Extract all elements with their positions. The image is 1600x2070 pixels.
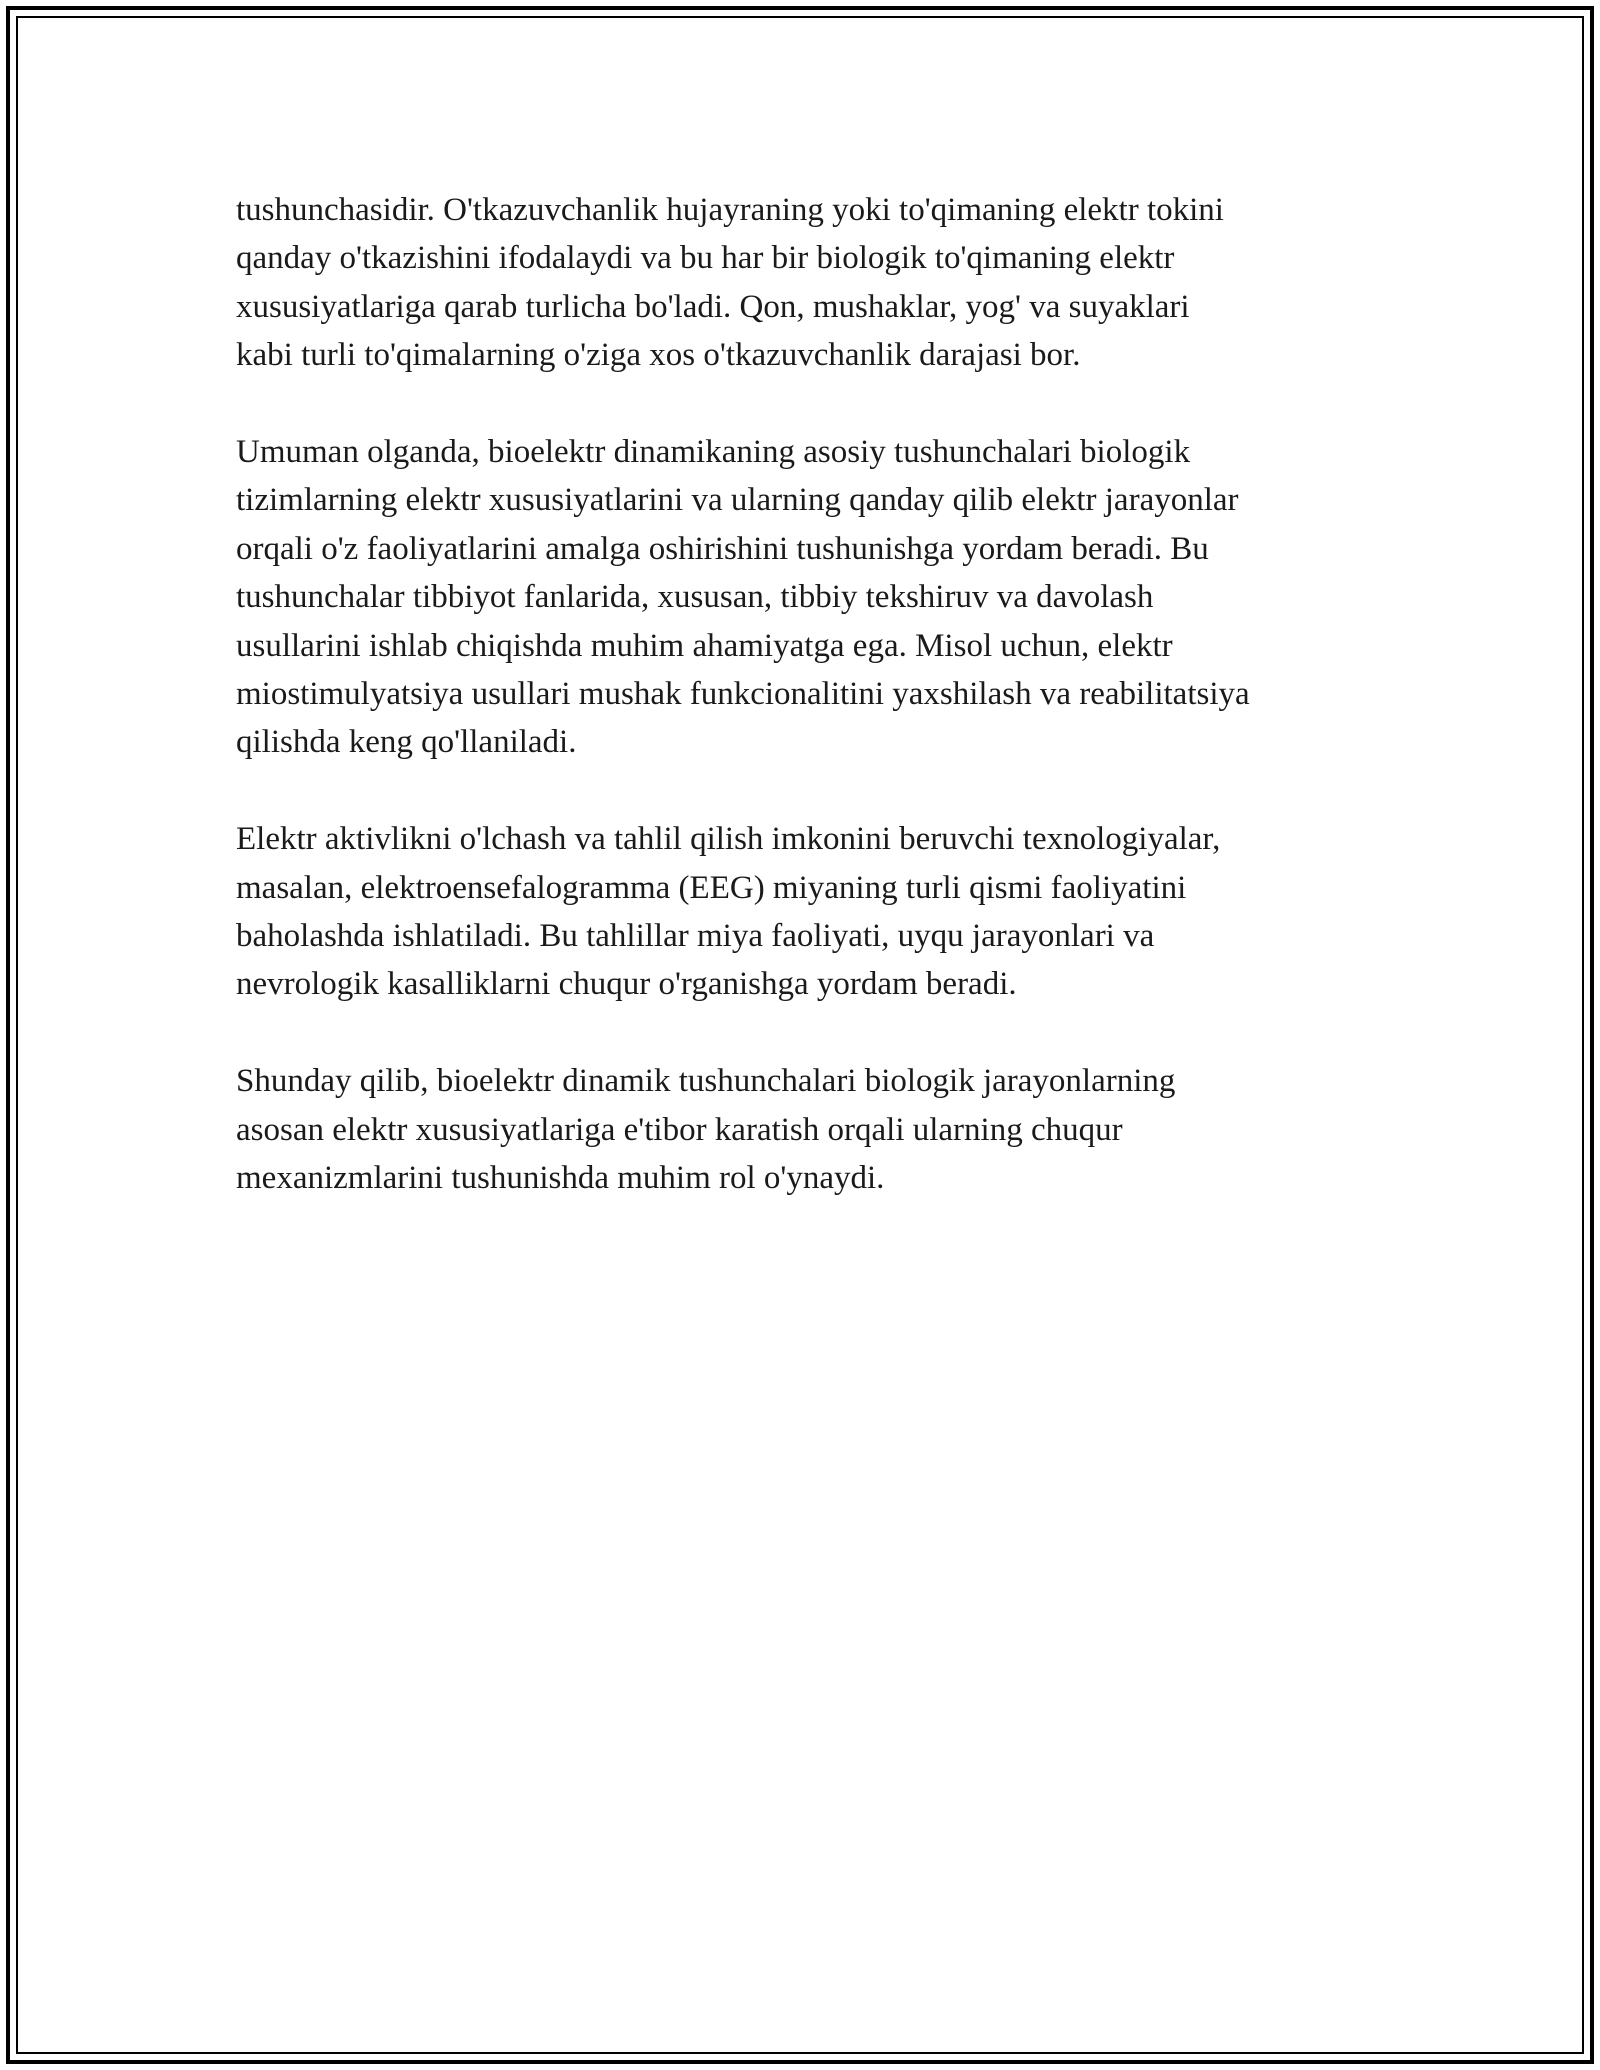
- text-line: Umuman olganda, bioelektr dinamikaning asosiy tushunchalari biologik: [236, 434, 1191, 471]
- text-line: baholashda ishlatiladi. Bu tahlillar miya faoliyati, uyqu jarayonlari va: [236, 918, 1155, 955]
- text-line: nevrologik kasalliklarni chuqur o'rganishga yordam beradi.: [236, 966, 1017, 1003]
- text-line: xususiyatlariga qarab turlicha bo'ladi. Qon, mushaklar, yog' va suyaklari: [236, 288, 1190, 325]
- paragraph-eeg: [236, 815, 1386, 1009]
- paragraph-conductivity: [236, 186, 1386, 380]
- text-line: masalan, elektroensefalogramma (EEG) miyaning turli qismi faoliyatini: [236, 869, 1187, 906]
- text-line: qilishda keng qo'llaniladi.: [236, 724, 577, 761]
- text-line: miostimulyatsiya usullari mushak funkcionalitini yaxshilash va reabilitatsiya: [236, 676, 1250, 713]
- paragraph-conclusion: [236, 1057, 1386, 1202]
- text-line: kabi turli to'qimalarning o'ziga xos o'tkazuvchanlik darajasi bor.: [236, 337, 1081, 374]
- text-line: qanday o'tkazishini ifodalaydi va bu har bir biologik to'qimaning elektr: [236, 240, 1175, 277]
- paragraph-summary: [236, 428, 1386, 767]
- text-line: usullarini ishlab chiqishda muhim ahamiyatga ega. Misol uchun, elektr: [236, 627, 1173, 664]
- text-line: tushunchasidir. O'tkazuvchanlik hujayraning yoki to'qimaning elektr tokini: [236, 192, 1224, 228]
- text-line: Shunday qilib, bioelektr dinamik tushunchalari biologik jarayonlarning: [236, 1063, 1176, 1100]
- text-line: asosan elektr xususiyatlariga e'tibor karatish orqali ularning chuqur: [236, 1111, 1123, 1148]
- document-body: [236, 186, 1386, 1202]
- text-line: tushunchalar tibbiyot fanlarida, xususan, tibbiy tekshiruv va davolash: [236, 579, 1154, 616]
- text-line: orqali o'z faoliyatlarini amalga oshirishini tushunishga yordam beradi. Bu: [236, 530, 1209, 567]
- text-line: Elektr aktivlikni o'lchash va tahlil qilish imkonini beruvchi texnologiyalar,: [236, 821, 1221, 858]
- text-line: tizimlarning elektr xususiyatlarini va ularning qanday qilib elektr jarayonlar: [236, 482, 1239, 519]
- text-line: mexanizmlarini tushunishda muhim rol o'ynaydi.: [236, 1160, 885, 1197]
